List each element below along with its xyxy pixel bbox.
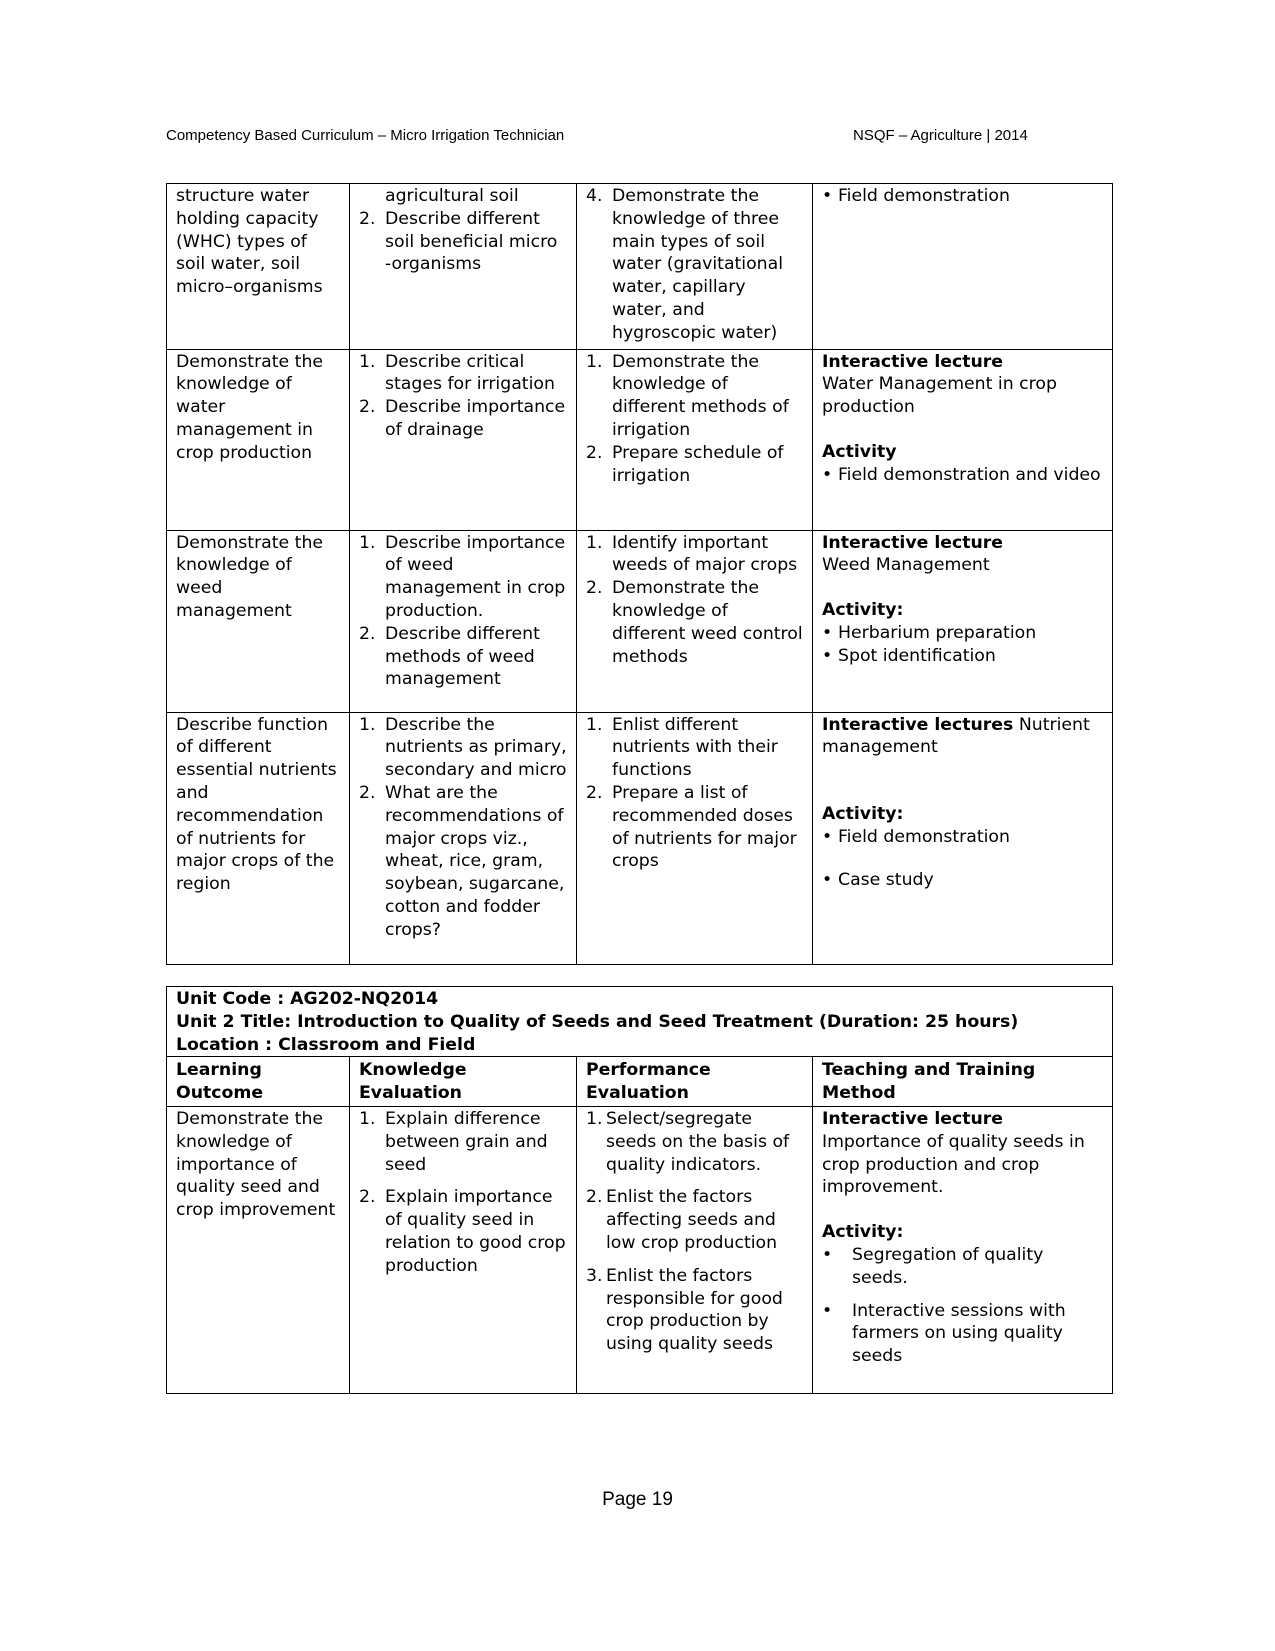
- list-item: 2. Prepare schedule of irrigation: [586, 442, 784, 486]
- list-item: 1. Enlist different nutrients with their functions: [586, 714, 778, 781]
- list-item: • Field demonstration and video: [822, 464, 1103, 487]
- activity-heading: Activity:: [822, 1222, 904, 1243]
- column-header: Teaching and Training Method: [813, 1057, 1113, 1107]
- teaching-method-cell: [813, 349, 1113, 530]
- list-item: • Field demonstration: [822, 826, 1103, 849]
- list-item: 2. Demonstrate the knowledge of different weed control methods: [586, 578, 803, 667]
- method-heading: Interactive lectures: [822, 714, 1014, 735]
- knowledge-evaluation-cell: [350, 349, 577, 530]
- learning-outcome-cell: Demonstrate the knowledge of importance of quality seed and crop improvement: [167, 1106, 350, 1393]
- table-row: [167, 530, 1113, 712]
- list-item: agricultural soil: [385, 186, 519, 206]
- table-row: [167, 1106, 1113, 1393]
- list-item: 4. Demonstrate the knowledge of three main types of soil water (gravitational water, capillary water, and hygroscopic water): [586, 186, 784, 343]
- knowledge-evaluation-cell: [350, 530, 577, 712]
- method-heading: Interactive lecture: [822, 532, 1004, 553]
- knowledge-evaluation-cell: [350, 712, 577, 964]
- column-header: Knowledge Evaluation: [350, 1057, 577, 1107]
- column-header: Learning Outcome: [167, 1057, 350, 1107]
- list-item: 2. What are the recommendations of major crops viz., wheat, rice, gram, soybean, sugarcane, cotton and fodder crops?: [359, 782, 565, 940]
- list-item: 1. Demonstrate the knowledge of different methods of irrigation: [586, 351, 789, 440]
- learning-outcome-cell: Demonstrate the knowledge of weed management: [167, 530, 350, 712]
- unit-2-table: [166, 986, 1113, 1394]
- performance-evaluation-cell: [577, 1106, 813, 1393]
- knowledge-evaluation-cell: [350, 184, 577, 350]
- competency-table-continued: [166, 183, 1113, 965]
- column-header: Performance Evaluation: [577, 1057, 813, 1107]
- table-row: [167, 987, 1113, 1057]
- list-item: 1. Explain difference between grain and seed: [359, 1108, 548, 1175]
- list-item: 2. Describe different soil beneficial micro -organisms: [359, 208, 558, 275]
- knowledge-evaluation-cell: [350, 1106, 577, 1393]
- teaching-method-cell: [813, 1106, 1113, 1393]
- method-heading: Interactive lecture: [822, 1108, 1004, 1129]
- list-item: • Herbarium preparation: [822, 622, 1103, 645]
- list-item: • Segregation of quality seeds.: [822, 1244, 1103, 1290]
- learning-outcome-cell: Describe function of different essential nutrients and recommendation of nutrients for major crops of the region: [167, 712, 350, 964]
- list-item: • Case study: [822, 869, 1103, 892]
- method-heading: Interactive lecture: [822, 351, 1004, 372]
- list-item: 1. Identify important weeds of major crops: [586, 532, 798, 576]
- unit-location: Location : Classroom and Field: [176, 1034, 476, 1055]
- performance-evaluation-cell: [577, 184, 813, 350]
- teaching-method-cell: [813, 184, 1113, 350]
- table-row: [167, 349, 1113, 530]
- list-item: 1. Describe critical stages for irrigation: [359, 351, 555, 395]
- performance-evaluation-cell: [577, 349, 813, 530]
- unit-code: Unit Code : AG202-NQ2014: [176, 989, 439, 1009]
- method-text: Importance of quality seeds in crop production and crop improvement.: [822, 1131, 1085, 1198]
- list-item: • Spot identification: [822, 645, 1103, 668]
- performance-evaluation-cell: [577, 530, 813, 712]
- list-item: 1. Describe importance of weed management in crop production.: [359, 532, 566, 621]
- learning-outcome-cell: Demonstrate the knowledge of water management in crop production: [167, 349, 350, 530]
- list-item: 3. Enlist the factors responsible for good crop production by using quality seeds: [586, 1265, 783, 1355]
- list-item: 1. Describe the nutrients as primary, secondary and micro: [359, 714, 567, 781]
- table-row: [167, 712, 1113, 964]
- activity-heading: Activity:: [822, 804, 904, 825]
- page-number: Page 19: [602, 1489, 673, 1510]
- table-row: [167, 184, 1113, 350]
- activity-heading: Activity: [822, 441, 897, 462]
- learning-outcome-cell: structure water holding capacity (WHC) types of soil water, soil micro–organisms: [167, 184, 350, 350]
- teaching-method-cell: [813, 712, 1113, 964]
- list-item: 2. Prepare a list of recommended doses of nutrients for major crops: [586, 782, 797, 872]
- table-header-row: [167, 1057, 1113, 1107]
- list-item: 2. Describe importance of drainage: [359, 397, 566, 440]
- performance-evaluation-cell: [577, 712, 813, 964]
- unit-info-cell: [167, 987, 1113, 1057]
- method-text: Weed Management: [822, 555, 990, 576]
- list-item: 2. Describe different methods of weed management: [359, 623, 540, 690]
- list-item: • Interactive sessions with farmers on using quality seeds: [822, 1300, 1103, 1368]
- method-text: Water Management in crop production: [822, 374, 1057, 418]
- teaching-method-cell: [813, 530, 1113, 712]
- activity-heading: Activity:: [822, 600, 904, 621]
- unit-title: Unit 2 Title: Introduction to Quality of Seeds and Seed Treatment (Duration: 25 hours): [176, 1011, 1019, 1032]
- list-item: 2. Explain importance of quality seed in relation to good crop production: [359, 1187, 566, 1276]
- list-item: • Field demonstration: [822, 185, 1103, 208]
- method-text: Nutrient management: [822, 714, 1090, 758]
- header-right: NSQF – Agriculture | 2014: [853, 127, 1028, 144]
- list-item: 1. Select/segregate seeds on the basis of quality indicators.: [586, 1108, 790, 1175]
- list-item: 2. Enlist the factors affecting seeds and low crop production: [586, 1187, 778, 1253]
- header-left: Competency Based Curriculum – Micro Irrigation Technician: [166, 127, 565, 144]
